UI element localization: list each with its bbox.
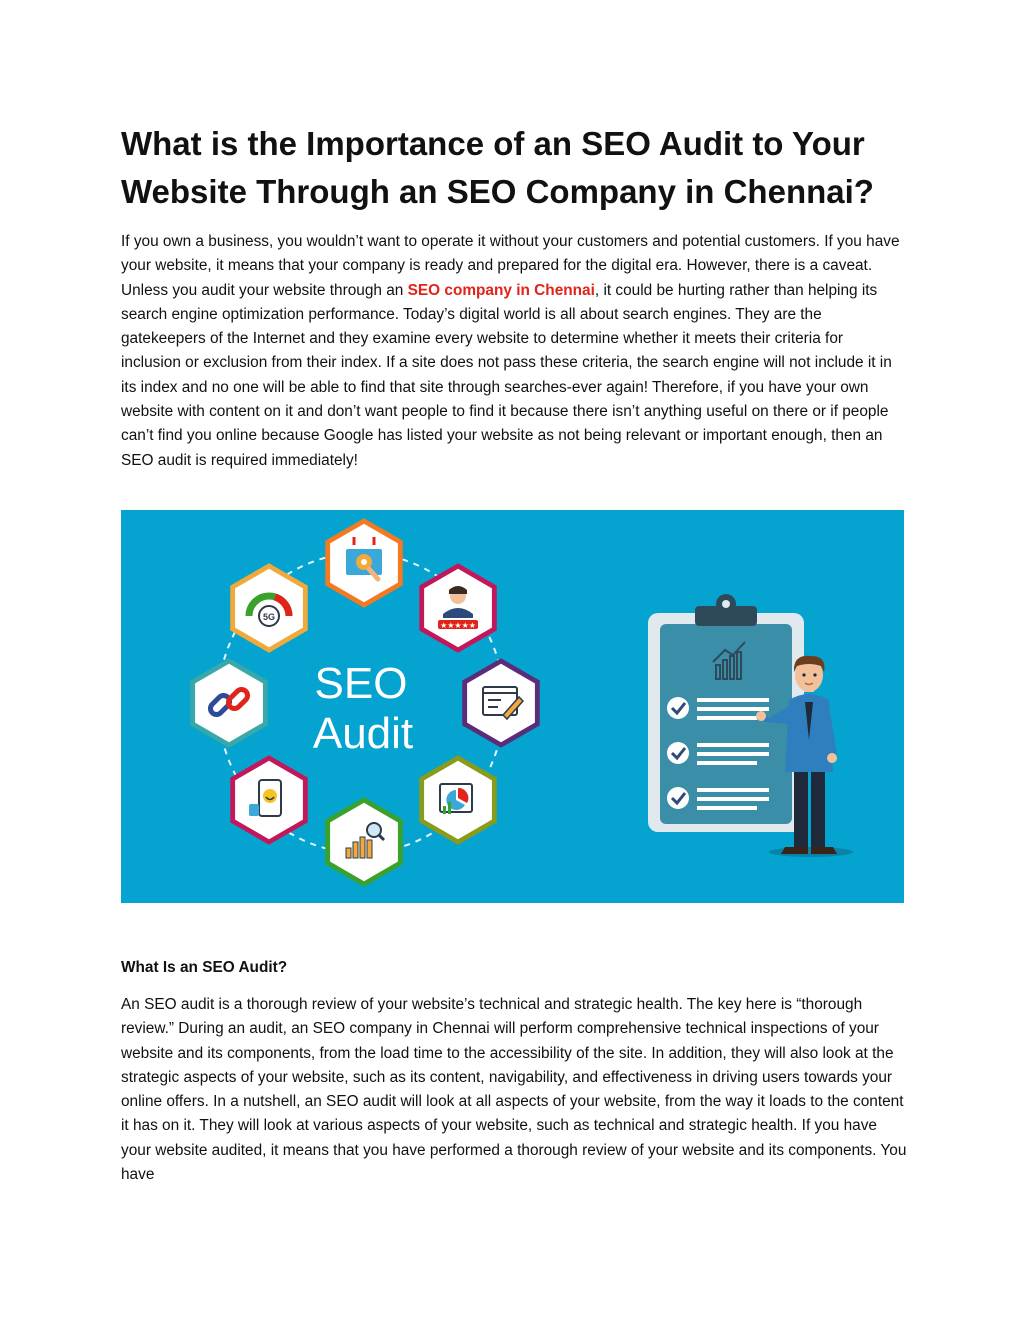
check-icon <box>667 742 689 764</box>
seo-audit-illustration <box>121 510 904 903</box>
checklist-row-3 <box>667 787 769 810</box>
magnifier-icon <box>367 823 381 837</box>
section-paragraph: An SEO audit is a thorough review of your website’s technical and strategic health. The key here is “thorough review.” During an audit, an SEO company in Chennai will perform comprehensive technical inspections of your website and its components, from the load time to the accessibility of the site. In addition, they will also look at the strategic aspects of your website, such as its content, navigability, and effectiveness in driving users towards your online offers. In a nutshell, an SEO audit will look at all aspects of your website, from the way it loads to the content it has on it. They will look at various aspects of your website, such as technical and strategic health. If you have your website audited, it means that you have performed a thorough review of your website and its components. You have <box>121 996 907 1184</box>
page-title: What is the Importance of an SEO Audit to Your Website Through an SEO Company in Chennai? <box>121 125 874 210</box>
checklist-row-1 <box>667 697 769 720</box>
check-icon <box>667 787 689 809</box>
intro-text-start: If you own a business, you wouldn’t want to operate it without your customers and potential customers. If you have your website, it means that your company is ready and prepared for the digital era. However, there is a caveat. Unless you audit your website through an <box>121 233 900 299</box>
checklist-row-2 <box>667 742 769 765</box>
hero-title-seo: SEO <box>314 659 408 708</box>
intro-text-end: , it could be hurting rather than helping its search engine optimization performance. Today’s digital world is all about search engines. They are the gatekeepers of the Internet and they examine every website to determine whether it meets their criteria for inclusion or exclusion from their index. If a site does not pass these criteria, the search engine will not include it in its index and no one will be able to find that site through searches-ever again! Therefore, if you have your own website with content on it and don’t want people to find it because there isn’t anything useful on there or if people can’t find you online because Google has listed your website as not being relevant or important enough, then an SEO audit is required immediately! <box>121 281 892 469</box>
seo-company-link[interactable]: SEO company in Chennai <box>407 281 595 299</box>
hero-title-audit: Audit <box>312 709 414 758</box>
section-heading: What Is an SEO Audit? <box>121 959 288 976</box>
check-icon <box>667 697 689 719</box>
intro-paragraph <box>121 230 907 473</box>
svg-text:★★★★★: ★★★★★ <box>440 621 476 630</box>
badge-5g: 5G <box>262 612 276 622</box>
